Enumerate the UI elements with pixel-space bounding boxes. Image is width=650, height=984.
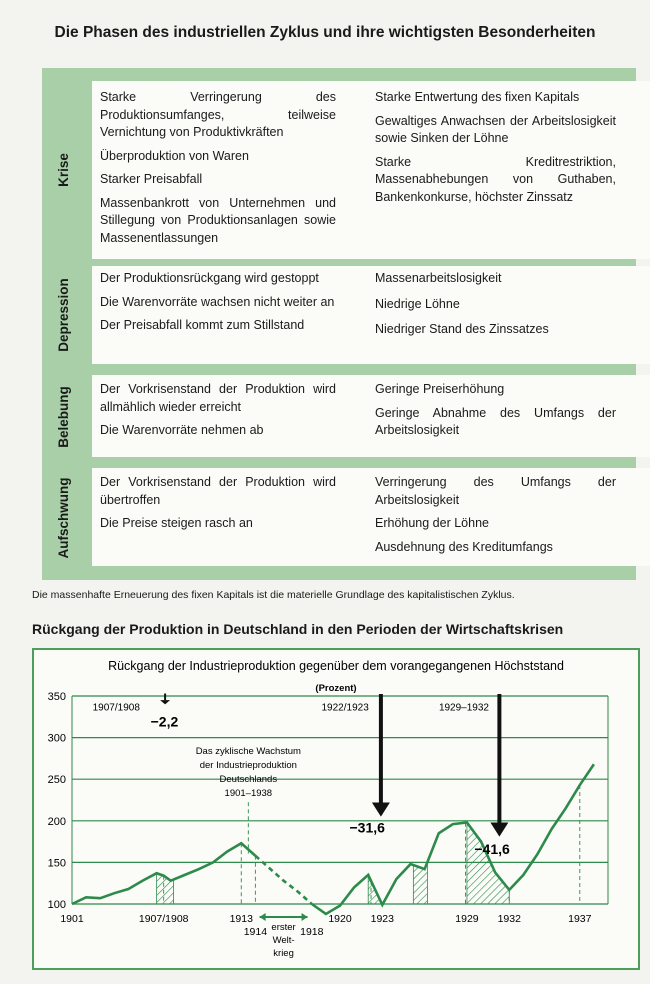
phase-item: Überproduktion von Waren xyxy=(100,148,249,163)
phase-item: Starker Preisabfall xyxy=(100,172,203,186)
y-tick-label: 200 xyxy=(47,815,66,828)
phase-label-aufschwung: Aufschwung xyxy=(56,477,71,559)
hatched-area xyxy=(467,822,509,904)
phase-left-col xyxy=(100,89,336,253)
phase-row-krise xyxy=(92,81,650,259)
war-label-line: Welt- xyxy=(272,935,295,946)
section-title: Rückgang der Produktion in Deutschland in den Perioden der Wirtschaftskrisen xyxy=(32,621,564,637)
production-chart xyxy=(32,648,640,970)
production-line xyxy=(312,764,594,914)
phase-item: Erhöhung der Löhne xyxy=(375,516,489,530)
phase-right-col xyxy=(375,270,616,345)
decline-value: −31,6 xyxy=(349,819,385,836)
growth-label-line: 1901–1938 xyxy=(224,788,273,800)
phase-left-col xyxy=(100,474,336,539)
phase-item: Starke Verringerung des Produktionsumfanges, teilweise Vernichtung von Produktivkräften xyxy=(100,90,336,139)
phase-item: Geringe Preiserhöhung xyxy=(375,382,505,396)
y-tick-label: 100 xyxy=(47,899,66,911)
phase-item: Die Preise steigen rasch an xyxy=(100,516,253,530)
chart-title: Rückgang der Industrieproduktion gegenüber dem vorangegangenen Höchststand xyxy=(108,659,564,673)
phase-label-belebung: Belebung xyxy=(56,386,71,448)
decline-value: −2,2 xyxy=(150,713,179,730)
x-tick-label: 1937 xyxy=(568,913,592,925)
phase-item: Gewaltiges Anwachsen der Arbeitslosigkeit sowie Sinken der Löhne xyxy=(375,113,616,145)
x-tick-label: 1923 xyxy=(370,913,394,925)
phase-item: Ausdehnung des Kreditumfangs xyxy=(375,539,553,554)
phase-left-col xyxy=(100,270,336,341)
y-tick-label: 150 xyxy=(47,857,66,870)
y-tick-label: 300 xyxy=(47,732,66,745)
phase-item: Der Vorkrisenstand der Produktion wird allmählich wieder erreicht xyxy=(100,382,336,414)
x-tick-label: 1929 xyxy=(455,913,479,925)
war-label-line: erster xyxy=(271,922,296,933)
growth-label-line: Deutschlands xyxy=(219,774,278,786)
arrow-head xyxy=(490,822,508,836)
phase-item: Der Produktionsrückgang wird gestoppt xyxy=(100,271,319,285)
phase-item: Starke Entwertung des fixen Kapitals xyxy=(375,90,580,104)
phase-item: Geringe Abnahme des Umfangs der Arbeitslosigkeit xyxy=(375,405,616,437)
x-tick-label: 1932 xyxy=(497,913,521,925)
period-label: 1922/1923 xyxy=(321,702,369,714)
phase-item: Der Vorkrisenstand der Produktion wird übertroffen xyxy=(100,475,336,507)
arrow-head xyxy=(160,700,170,704)
x-tick-label: 1907/1908 xyxy=(138,913,189,925)
y-tick-label: 250 xyxy=(47,774,66,787)
phase-item: Massenbankrott von Unternehmen und Stillegung von Produktionsanlagen sowie Massenentlassungen xyxy=(100,195,336,245)
x-tick-label: 1901 xyxy=(60,913,84,925)
phase-item: Massenarbeitslosigkeit xyxy=(375,271,502,285)
period-label: 1907/1908 xyxy=(92,702,140,714)
phase-row-aufschwung xyxy=(92,468,650,566)
phase-item: Verringerung des Umfangs der Arbeitslosigkeit xyxy=(375,475,616,507)
growth-label-line: Das zyklische Wachstum xyxy=(195,746,301,758)
x-tick-label: 1914 xyxy=(243,926,268,938)
phase-table xyxy=(42,68,636,580)
phase-right-col xyxy=(375,474,616,562)
x-tick-label: 1918 xyxy=(300,926,324,938)
phase-left-col xyxy=(100,381,336,446)
growth-label xyxy=(196,746,301,853)
phase-row-depression xyxy=(92,266,650,364)
x-tick-label: 1920 xyxy=(328,913,352,925)
phase-item: Die Warenvorräte wachsen nicht weiter an xyxy=(100,294,335,309)
phase-label-krise: Krise xyxy=(56,153,71,187)
war-label-line: krieg xyxy=(273,948,294,959)
phase-right-col xyxy=(375,89,616,212)
phase-item: Der Preisabfall kommt zum Stillstand xyxy=(100,318,305,332)
phase-row-belebung xyxy=(92,375,650,457)
chart-subtitle: (Prozent) xyxy=(315,683,357,694)
war-arrow-head xyxy=(302,913,308,921)
decline-value: −41,6 xyxy=(474,841,510,858)
phase-item: Die Warenvorräte nehmen ab xyxy=(100,423,264,437)
arrow-head xyxy=(372,802,390,816)
phase-label-depression: Depression xyxy=(56,278,71,352)
x-tick-label: 1913 xyxy=(229,913,253,925)
y-tick-label: 350 xyxy=(47,691,66,703)
phase-item: Starke Kreditrestriktion, Massenabhebungen von Guthaben, Bankenkonkurse, höchster Zinssatz xyxy=(375,154,616,204)
period-label: 1929–1932 xyxy=(438,702,490,714)
page-title: Die Phasen des industriellen Zyklus und ihre wichtigsten Besonderheiten xyxy=(54,24,596,41)
phase-right-col xyxy=(375,381,616,446)
phase-item: Niedrige Löhne xyxy=(375,296,460,311)
war-arrow-head xyxy=(260,913,266,921)
footnote: Die massenhafte Erneuerung des fixen Kapitals ist die materielle Grundlage des kapitalistischen Zyklus. xyxy=(32,589,515,601)
phase-item: Niedriger Stand des Zinssatzes xyxy=(375,322,549,336)
chart-svg xyxy=(34,650,638,968)
growth-label-line: der Industrieproduktion xyxy=(199,760,297,772)
